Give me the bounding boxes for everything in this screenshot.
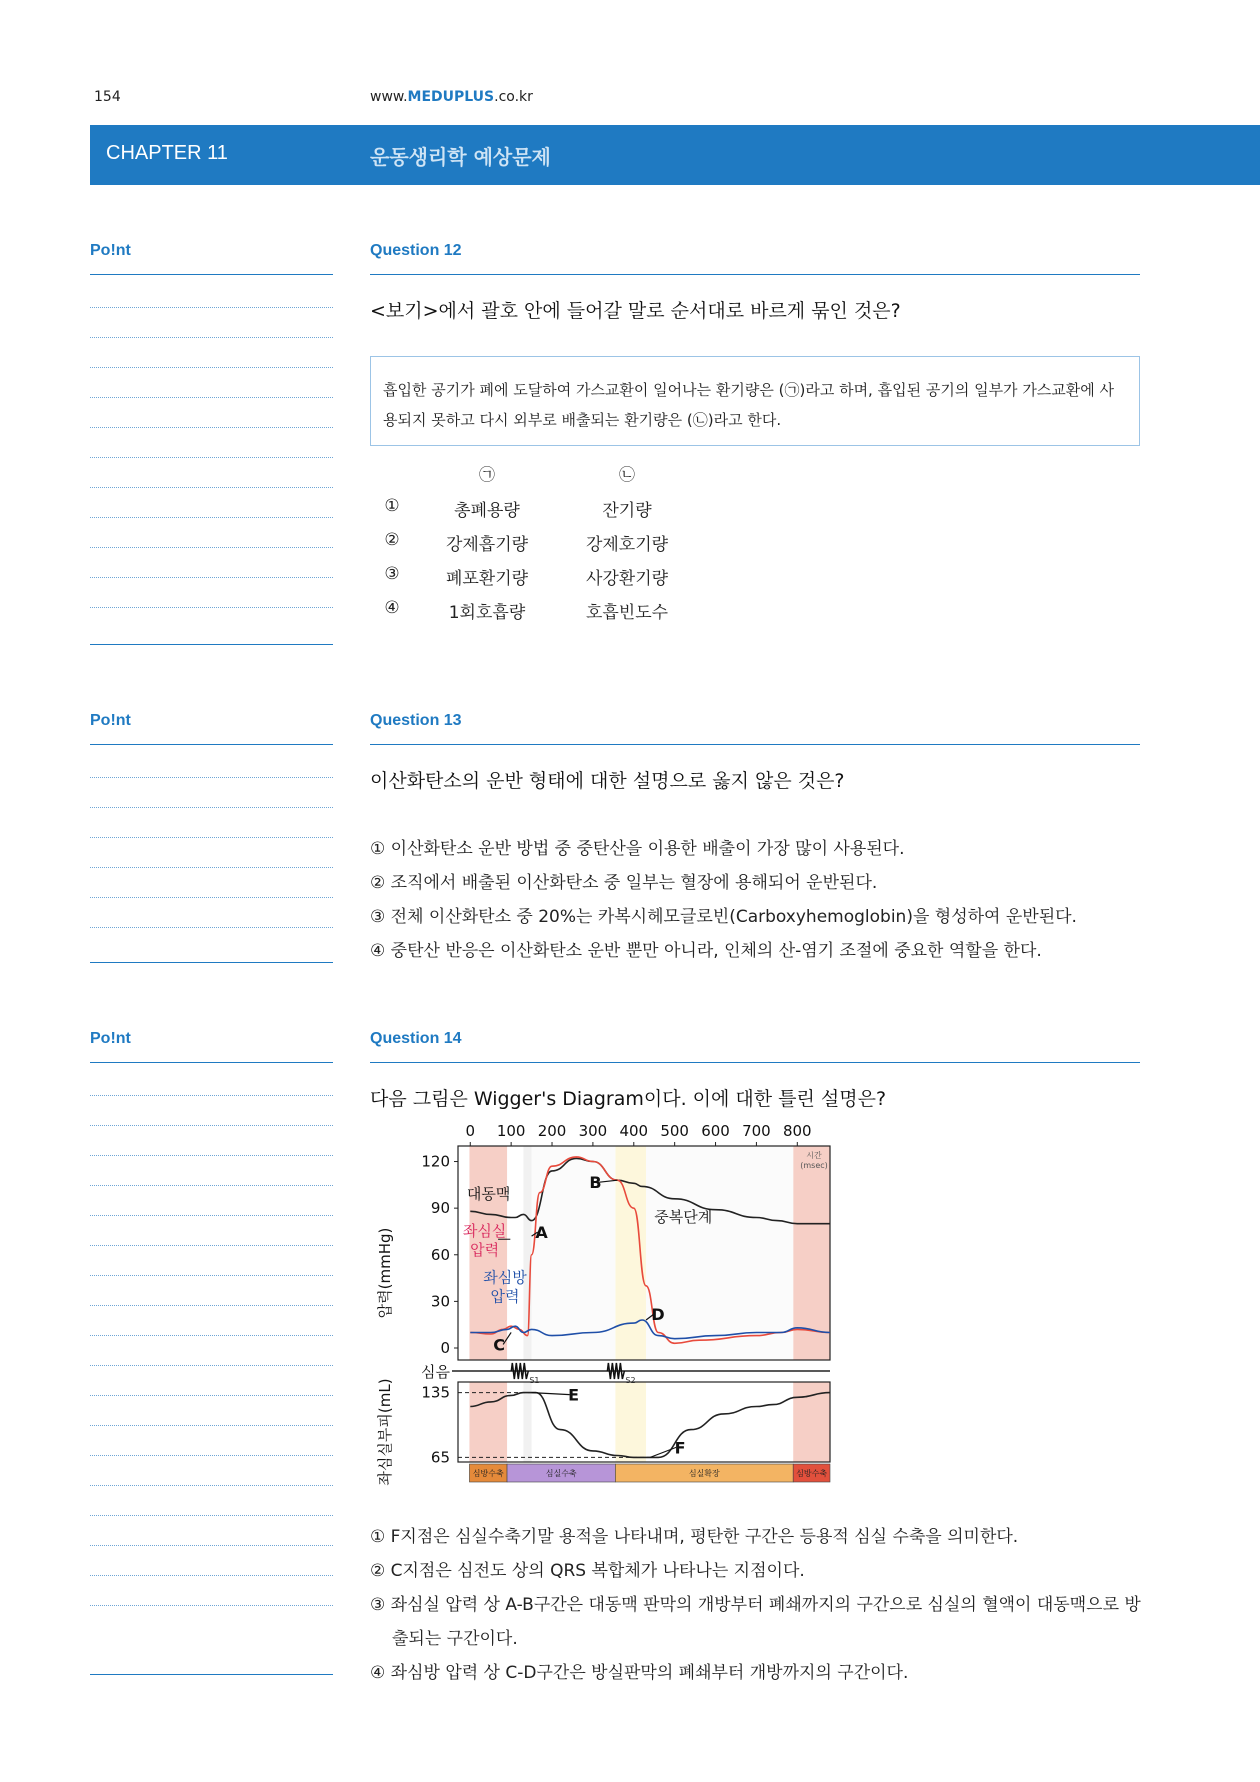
point-label: Po!nt — [90, 712, 131, 729]
x-tick-label: 100 — [496, 1122, 526, 1140]
x-tick-label: 700 — [742, 1122, 771, 1140]
option-1[interactable]: ① F지점은 심실수축기말 용적을 나타내며, 평탄한 구간은 등용적 심실 수축을 의미한다. — [370, 1527, 1019, 1547]
choice-number: ③ — [384, 564, 400, 584]
note-lines — [90, 748, 333, 928]
chapter-title: 운동생리학 예상문제 — [370, 145, 551, 169]
choice-b: 호흡빈도수 — [585, 603, 669, 623]
option-3[interactable]: ③ 전체 이산화탄소 중 20%는 카복시헤모글로빈(Carboxyhemoglobin)을 형성하여 운반된다. — [370, 907, 1077, 927]
chapter-label: CHAPTER 11 — [106, 142, 228, 164]
wiggers-svg — [368, 1110, 848, 1510]
example-line-2: 용되지 못하고 다시 외부로 배출되는 환기량은 (㉡)라고 한다. — [383, 411, 782, 429]
ejection-band — [532, 1146, 616, 1360]
filling-band — [646, 1146, 793, 1360]
question-rule — [370, 1062, 1140, 1063]
choice-number: ④ — [384, 598, 400, 618]
point-label: E — [568, 1385, 580, 1405]
phase-label: 심실확장 — [688, 1469, 720, 1478]
volume-axis-label: 좌심실부피(mL) — [376, 1378, 394, 1486]
y-tick-label: 60 — [430, 1245, 450, 1264]
option-4[interactable]: ④ 중탄산 반응은 이산화탄소 운반 뿐만 아니라, 인체의 산-염기 조절에 중요한 역할을 한다. — [370, 941, 1042, 961]
phase-label: 심방수축 — [472, 1469, 504, 1478]
question-text: 다음 그림은 Wigger's Diagram이다. 이에 대한 틀린 설명은? — [370, 1088, 887, 1110]
question-label: Question 13 — [370, 712, 462, 729]
x-tick-label: 800 — [782, 1122, 812, 1140]
note-end-rule — [90, 962, 333, 963]
y-tick-label: 135 — [421, 1383, 450, 1402]
lv-pressure-label: 압력 — [470, 1241, 500, 1260]
heart-sound-burst — [607, 1363, 624, 1379]
example-line-1: 흡입한 공기가 폐에 도달하여 가스교환이 일어나는 환기량은 (㉠)라고 하며, 흡입된 공기의 일부가 가스교환에 사 — [383, 381, 1115, 399]
point-label: A — [535, 1223, 548, 1243]
x-tick-label: 600 — [701, 1122, 730, 1140]
question-label: Question 12 — [370, 242, 462, 259]
choice-b: 잔기량 — [602, 501, 652, 521]
heart-sound-mark: S1 — [529, 1376, 540, 1385]
dicrotic-notch-label: 중복단계 — [654, 1208, 713, 1227]
note-lines — [90, 1066, 333, 1606]
choice-number: ① — [384, 496, 400, 516]
x-tick-label: 200 — [537, 1122, 567, 1140]
chapter-header-bar — [90, 125, 1260, 185]
x-tick-label: 0 — [465, 1122, 476, 1140]
option-3-continued: 출되는 구간이다. — [392, 1629, 518, 1649]
atrial-systole-band-vol — [469, 1382, 507, 1462]
heart-sound-mark: S2 — [625, 1376, 636, 1385]
choice-b: 사강환기량 — [585, 569, 669, 589]
x-tick-label: 300 — [578, 1122, 608, 1140]
la-pressure-label: 좌심방 — [483, 1268, 527, 1287]
point-label: C — [493, 1335, 506, 1355]
x-unit-label: (msec) — [800, 1161, 828, 1170]
option-1[interactable]: ① 이산화탄소 운반 방법 중 중탄산을 이용한 배출이 가장 많이 사용된다. — [370, 839, 905, 859]
point-rule — [90, 744, 333, 745]
x-unit-label: 시간 — [806, 1151, 822, 1160]
y-tick-label: 90 — [430, 1199, 450, 1218]
y-tick-label: 0 — [440, 1339, 450, 1357]
x-tick-label: 500 — [660, 1122, 689, 1140]
point-label: Po!nt — [90, 242, 131, 259]
option-4[interactable]: ④ 좌심방 압력 상 C-D구간은 방실판막의 폐쇄부터 개방까지의 구간이다. — [370, 1663, 909, 1683]
aorta-label: 대동맥 — [466, 1184, 511, 1203]
question-rule — [370, 274, 1140, 275]
y-tick-label: 30 — [430, 1292, 450, 1311]
note-end-rule — [90, 644, 333, 645]
point-label: F — [674, 1438, 686, 1458]
point-rule — [90, 274, 333, 275]
y-tick-label: 120 — [421, 1152, 450, 1171]
heart-sound-burst — [511, 1363, 528, 1379]
choice-a: 총폐용량 — [454, 501, 520, 521]
heart-sound-label: 심음 — [421, 1363, 450, 1381]
atrial-systole-band-2-vol — [793, 1382, 830, 1462]
choice-a: 1회호흡량 — [448, 603, 526, 623]
question-label: Question 14 — [370, 1030, 462, 1047]
wiggers-diagram — [368, 1110, 848, 1510]
col-header-b: ㉡ — [618, 465, 635, 484]
iso-relaxation-band-vol — [615, 1382, 646, 1462]
url-brand: MEDUPLUS — [407, 89, 495, 105]
point-label: D — [651, 1305, 665, 1325]
iso-contraction-band-vol — [523, 1382, 531, 1462]
lv-pressure-label: 좌심실 — [462, 1222, 507, 1241]
choice-a: 폐포환기량 — [445, 569, 529, 589]
pressure-axis-label: 압력(mmHg) — [376, 1227, 394, 1319]
page-number: 154 — [94, 89, 121, 105]
question-rule — [370, 744, 1140, 745]
point-rule — [90, 1062, 333, 1063]
point-label: B — [589, 1173, 602, 1193]
choice-a: 강제흡기량 — [445, 535, 529, 555]
question-text: <보기>에서 괄호 안에 들어갈 말로 순서대로 바르게 묶인 것은? — [370, 300, 901, 322]
option-2[interactable]: ② 조직에서 배출된 이산화탄소 중 일부는 혈장에 용해되어 운반된다. — [370, 873, 878, 893]
x-tick-label: 400 — [619, 1122, 649, 1140]
url-suffix: .co.kr — [494, 89, 533, 105]
question-text: 이산화탄소의 운반 형태에 대한 설명으로 옳지 않은 것은? — [370, 770, 845, 792]
example-box — [370, 356, 1140, 446]
y-tick-label: 65 — [430, 1448, 450, 1467]
option-3[interactable]: ③ 좌심실 압력 상 A-B구간은 대동맥 판막의 개방부터 폐쇄까지의 구간으로 심실의 혈액이 대동맥으로 방 — [370, 1595, 1141, 1615]
iso-contraction-band — [523, 1146, 531, 1360]
choice-number: ② — [384, 530, 400, 550]
phase-label: 심방수축 — [796, 1469, 828, 1478]
point-label: Po!nt — [90, 1030, 131, 1047]
phase-label: 심실수축 — [545, 1469, 577, 1478]
col-header-a: ㉠ — [478, 465, 495, 484]
url-prefix: www. — [370, 89, 408, 105]
option-2[interactable]: ② C지점은 심전도 상의 QRS 복합체가 나타나는 지점이다. — [370, 1561, 805, 1581]
site-url[interactable] — [370, 89, 533, 105]
choice-b: 강제호기량 — [585, 535, 669, 555]
iso-relaxation-band — [615, 1146, 646, 1360]
note-end-rule — [90, 1674, 333, 1675]
la-pressure-label: 압력 — [490, 1287, 520, 1306]
note-lines — [90, 278, 333, 608]
